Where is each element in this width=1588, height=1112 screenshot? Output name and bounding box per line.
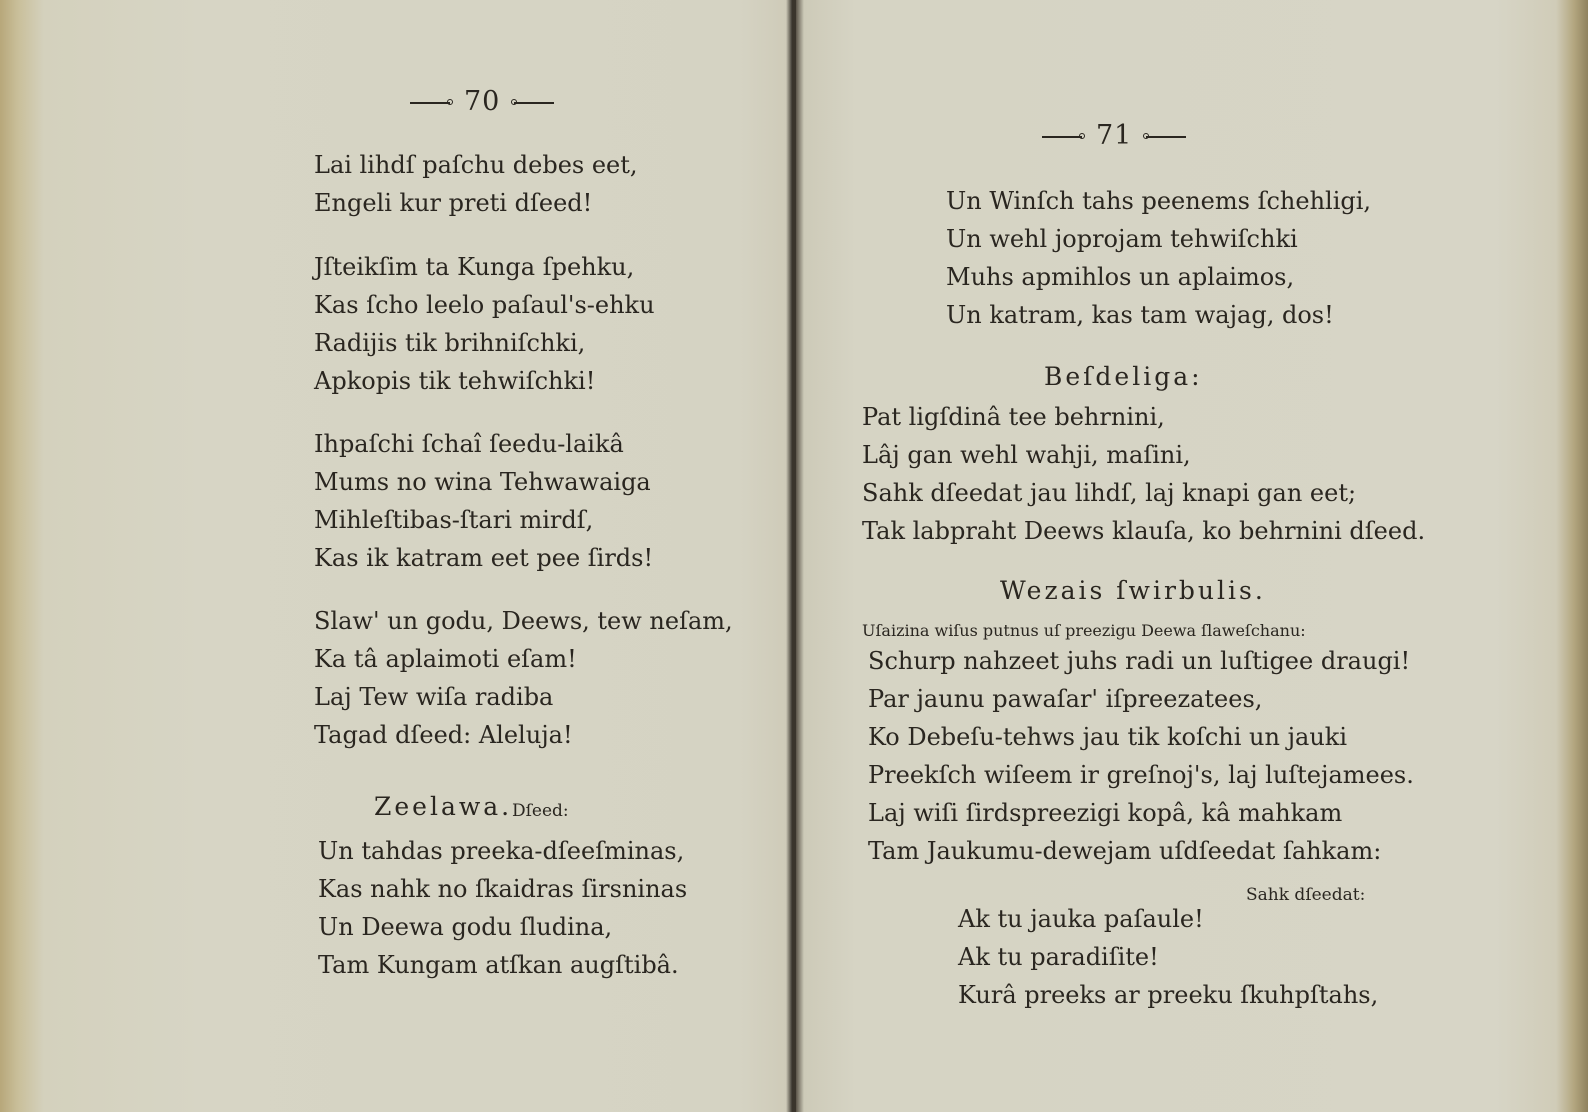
section-note: Dſeed: bbox=[512, 801, 569, 821]
section-title: Wezais ſwirbulis. bbox=[1000, 576, 1266, 605]
page-number-right-block bbox=[1028, 120, 1200, 151]
right-page bbox=[796, 0, 1588, 1112]
verse-line: Tam Kungam atſkan augſtibâ. bbox=[318, 951, 679, 979]
verse-line: Mihleſtibas-ſtari mirdſ, bbox=[314, 506, 594, 534]
section-title: Zeelawa. bbox=[374, 792, 513, 821]
verse-line: Schurp nahzeet juhs radi un luſtigee draugi! bbox=[868, 647, 1411, 675]
verse-line: Kas ik katram eet pee ſirds! bbox=[314, 544, 654, 572]
verse-line: Tak labpraht Deews klauſa, ko behrnini dſeed. bbox=[862, 517, 1426, 545]
verse-line: Kas nahk no ſkaidras ſirsninas bbox=[318, 875, 688, 903]
page-number-left-block bbox=[396, 86, 568, 117]
verse-line: Preekſch wiſeem ir greſnoj's, laj luſtejamees. bbox=[868, 761, 1414, 789]
verse-line: Pat ligſdinâ tee behrnini, bbox=[862, 403, 1165, 431]
left-page bbox=[0, 0, 792, 1112]
verse-line: Un katram, kas tam wajag, dos! bbox=[946, 301, 1334, 329]
verse-line: Laj Tew wiſa radiba bbox=[314, 683, 554, 711]
verse-line: Lâj gan wehl wahji, maſini, bbox=[862, 441, 1191, 469]
verse-line: Mums no wina Tehwawaiga bbox=[314, 468, 651, 496]
page-number: 70 bbox=[464, 86, 501, 117]
verse-line: Muhs apmihlos un aplaimos, bbox=[946, 263, 1295, 291]
verse-line: Ka tâ aplaimoti eſam! bbox=[314, 645, 577, 673]
verse-line: Jſteikſim ta Kunga ſpehku, bbox=[314, 253, 635, 281]
verse-line: Un Deewa godu ſludina, bbox=[318, 913, 613, 941]
verse-line: Un Winſch tahs peenems ſchehligi, bbox=[946, 187, 1372, 215]
ornament-dash-icon bbox=[514, 102, 554, 104]
verse-line: Par jaunu pawaſar' iſpreezatees, bbox=[868, 685, 1263, 713]
section-title: Beſdeliga: bbox=[1044, 362, 1203, 391]
section-subtitle: Uſaizina wiſus putnus uſ preezigu Deewa ſlaweſchanu: bbox=[862, 621, 1306, 640]
verse-line: Ihpaſchi ſchaî ſeedu-laikâ bbox=[314, 430, 624, 458]
verse-line: Kurâ preeks ar preeku ſkuhpſtahs, bbox=[958, 981, 1379, 1009]
verse-line: Engeli kur preti dſeed! bbox=[314, 189, 593, 217]
verse-line: Kas ſcho leelo paſaul's-ehku bbox=[314, 291, 655, 319]
verse-line: Slaw' un godu, Deews, tew neſam, bbox=[314, 607, 733, 635]
verse-line: Tagad dſeed: Aleluja! bbox=[314, 721, 573, 749]
ornament-dash-icon bbox=[410, 102, 450, 104]
verse-line: Tam Jaukumu-dewejam uſdſeedat ſahkam: bbox=[868, 837, 1382, 865]
verse-line: Lai lihdſ paſchu debes eet, bbox=[314, 151, 638, 179]
verse-line: Apkopis tik tehwiſchki! bbox=[314, 367, 596, 395]
ornament-dash-icon bbox=[1146, 136, 1186, 138]
verse-line: Laj wiſi ſirdspreezigi kopâ, kâ mahkam bbox=[868, 799, 1343, 827]
verse-line: Ak tu jauka paſaule! bbox=[958, 905, 1204, 933]
verse-line: Sahk dſeedat jau lihdſ, laj knapi gan eet; bbox=[862, 479, 1357, 507]
section-note: Sahk dſeedat: bbox=[1246, 885, 1366, 905]
verse-line: Un wehl joprojam tehwiſchki bbox=[946, 225, 1298, 253]
verse-line: Un tahdas preeka-dſeeſminas, bbox=[318, 837, 685, 865]
ornament-dash-icon bbox=[1042, 136, 1082, 138]
verse-line: Radijis tik brihniſchki, bbox=[314, 329, 586, 357]
page-number: 71 bbox=[1096, 120, 1133, 151]
verse-line: Ak tu paradiſite! bbox=[958, 943, 1159, 971]
verse-line: Ko Debeſu-tehws jau tik koſchi un jauki bbox=[868, 723, 1347, 751]
